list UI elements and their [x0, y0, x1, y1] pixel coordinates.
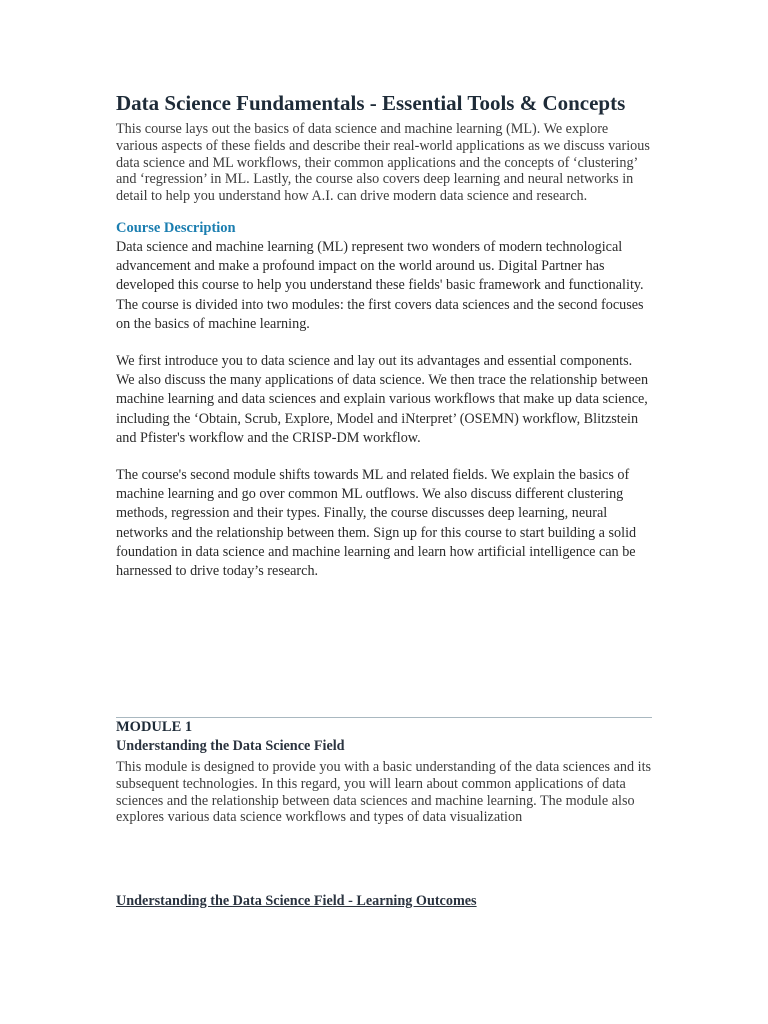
- module-section: [116, 718, 652, 826]
- course-content: [116, 88, 652, 581]
- module-description: This module is designed to provide you with a basic understanding of the data sciences and its subsequent technologies. In this regard, you will learn about common applications of data sciences and the relationship between data sciences and machine learning. The module also explores various data science workflows and types of data visualization: [116, 759, 652, 826]
- course-intro: This course lays out the basics of data science and machine learning (ML). We explore various aspects of these fields and describe their real-world applications as we discuss various data science and ML workflows, their common applications and the concepts of ‘clustering’ and ‘regression’ in ML. Lastly, the course also covers deep learning and neural networks in detail to help you understand how A.I. can drive modern data science and research.: [116, 121, 650, 205]
- module-subtitle: Understanding the Data Science Field: [116, 738, 345, 754]
- page-title: Data Science Fundamentals - Essential Tools & Concepts: [116, 91, 626, 115]
- course-description-heading: Course Description: [116, 219, 236, 236]
- learning-outcomes-link[interactable]: Understanding the Data Science Field - Learning Outcomes: [116, 893, 477, 909]
- description-paragraph-2: We first introduce you to data science and lay out its advantages and essential components. We also discuss the many applications of data science. We then trace the relationship between machine learning and data sciences and explain various workflows that make up data science, including the ‘Obtain, Scrub, Explore, Model and iNterpret’ (OSEMN) workflow, Blitzstein and Pfister's workflow and the CRISP-DM workflow.: [116, 353, 649, 446]
- module-label: MODULE 1: [116, 719, 193, 735]
- description-paragraph-3: The course's second module shifts towards ML and related fields. We explain the basics of machine learning and go over common ML outflows. We also discuss different clustering methods, regression and their types. Finally, the course discusses deep learning, neural networks and the relationship between them. Sign up for this course to start building a solid foundation in data science and machine learning and learn how artificial intelligence can be harnessed to drive today’s research.: [116, 467, 637, 580]
- description-paragraph-1: Data science and machine learning (ML) represent two wonders of modern technological advancement and make a profound impact on the world around us. Digital Partner has developed this course to help you understand these fields' basic framework and functionality. The course is divided into two modules: the first covers data sciences and the second focuses on the basics of machine learning.: [116, 238, 644, 332]
